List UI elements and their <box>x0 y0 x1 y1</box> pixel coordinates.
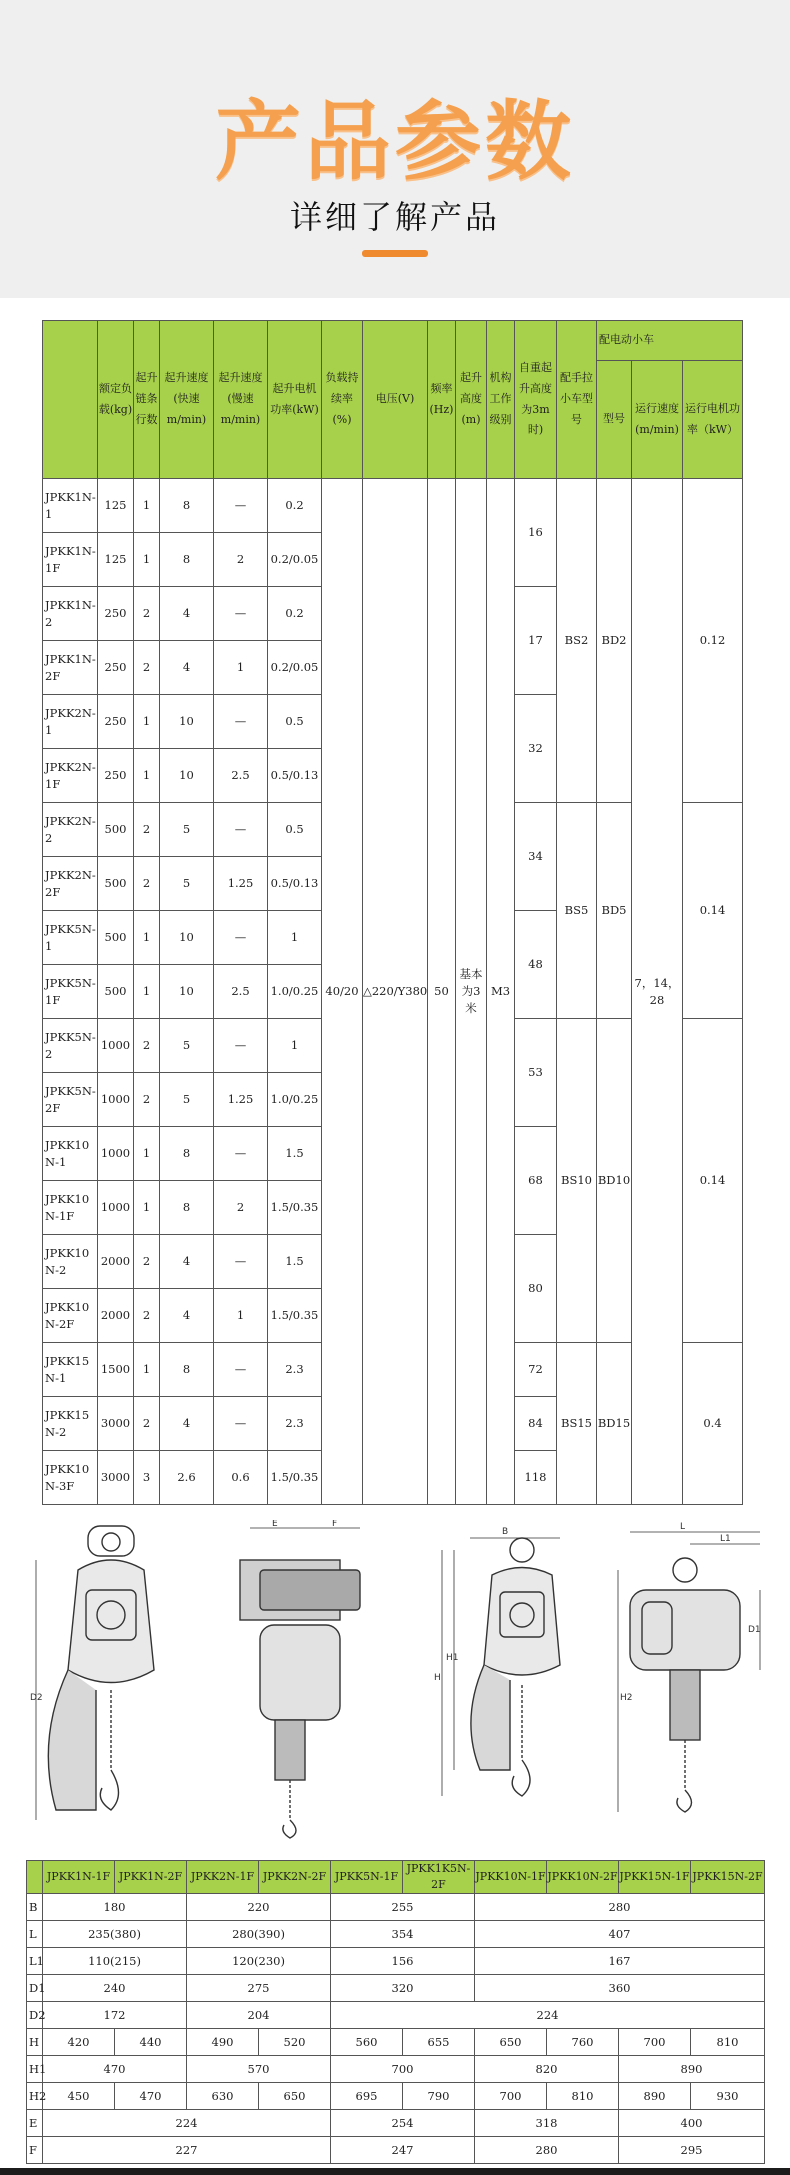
spec-header-freq: 频率(Hz) <box>428 321 456 479</box>
spec-fast-cell: 8 <box>160 479 214 533</box>
drawing-label-l: L <box>680 1522 686 1532</box>
spec-fast-cell: 10 <box>160 965 214 1019</box>
spec-freq-cell: 50 <box>428 479 456 1505</box>
dim-value-cell: 110(215) <box>43 1947 187 1974</box>
spec-power-cell: 1.5/0.35 <box>268 1181 322 1235</box>
dim-model-header: JPKK15N-2F <box>691 1861 765 1894</box>
spec-load-cell: 250 <box>98 749 134 803</box>
dim-value-cell: 255 <box>331 1893 475 1920</box>
spec-header-trolley: 配手拉小车型号 <box>557 321 597 479</box>
spec-chains-cell: 3 <box>134 1451 160 1505</box>
spec-slow-cell: — <box>214 1397 268 1451</box>
spec-header-et-speed: 运行速度(m/min) <box>632 361 683 479</box>
spec-fast-cell: 2.6 <box>160 1451 214 1505</box>
self-weight-cell: 53 <box>515 1019 557 1127</box>
spec-fast-cell: 4 <box>160 1397 214 1451</box>
spec-load-cell: 500 <box>98 857 134 911</box>
dim-value-cell: 930 <box>691 2082 765 2109</box>
spec-power-cell: 1.5/0.35 <box>268 1451 322 1505</box>
dim-row-label: H2 <box>27 2082 43 2109</box>
dim-model-header: JPKK2N-2F <box>259 1861 331 1894</box>
dim-row <box>27 1920 765 1947</box>
model-cell: JPKK10N-2F <box>43 1289 98 1343</box>
dim-model-header: JPKK15N-1F <box>619 1861 691 1894</box>
page-title: 产品参数 <box>215 92 575 192</box>
spec-fast-cell: 5 <box>160 1019 214 1073</box>
drawing-label-d2: D2 <box>30 1693 43 1703</box>
trolley-model-cell: BS2 <box>557 479 597 803</box>
drawing-label-h: H <box>434 1673 441 1683</box>
spec-power-cell: 2.3 <box>268 1397 322 1451</box>
dim-value-cell: 490 <box>187 2028 259 2055</box>
spec-chains-cell: 2 <box>134 1397 160 1451</box>
self-weight-cell: 17 <box>515 587 557 695</box>
spec-fast-cell: 5 <box>160 803 214 857</box>
dim-value-cell: 204 <box>187 2001 331 2028</box>
dim-value-cell: 220 <box>187 1893 331 1920</box>
spec-slow-cell: — <box>214 695 268 749</box>
dim-value-cell: 227 <box>43 2136 331 2163</box>
dim-model-header: JPKK10N-1F <box>475 1861 547 1894</box>
dim-value-cell: 360 <box>475 1974 765 2001</box>
dim-row-label: H1 <box>27 2055 43 2082</box>
model-cell: JPKK10N-3F <box>43 1451 98 1505</box>
dim-row-label: L <box>27 1920 43 1947</box>
self-weight-cell: 32 <box>515 695 557 803</box>
spec-load-cell: 2000 <box>98 1235 134 1289</box>
dim-row-label: L1 <box>27 1947 43 1974</box>
self-weight-cell: 48 <box>515 911 557 1019</box>
drawing-dim-side <box>610 1520 770 1840</box>
dim-value-cell: 407 <box>475 1920 765 1947</box>
spec-load-cell: 1000 <box>98 1073 134 1127</box>
e-trolley-speed-cell: 7，14，28 <box>632 479 683 1505</box>
self-weight-cell: 84 <box>515 1397 557 1451</box>
spec-fast-cell: 4 <box>160 1289 214 1343</box>
spec-chains-cell: 1 <box>134 479 160 533</box>
dim-model-header: JPKK5N-1F <box>331 1861 403 1894</box>
spec-power-cell: 0.5 <box>268 803 322 857</box>
drawing-front-view <box>26 1520 196 1840</box>
spec-fast-cell: 4 <box>160 587 214 641</box>
spec-power-cell: 1.5/0.35 <box>268 1289 322 1343</box>
spec-table-body <box>43 479 743 1505</box>
model-cell: JPKK5N-1F <box>43 965 98 1019</box>
spec-slow-cell: 2.5 <box>214 749 268 803</box>
dim-value-cell: 810 <box>547 2082 619 2109</box>
model-cell: JPKK1N-1 <box>43 479 98 533</box>
dim-value-cell: 700 <box>331 2055 475 2082</box>
model-cell: JPKK1N-2 <box>43 587 98 641</box>
dim-value-cell: 520 <box>259 2028 331 2055</box>
trolley-model-cell: BS5 <box>557 803 597 1019</box>
spec-slow-cell: 1.25 <box>214 857 268 911</box>
dim-row-label: F <box>27 2136 43 2163</box>
spec-chains-cell: 2 <box>134 857 160 911</box>
dim-value-cell: 470 <box>43 2055 187 2082</box>
page-subtitle: 详细了解产品 <box>289 198 500 236</box>
spec-power-cell: 1.5 <box>268 1127 322 1181</box>
drawing-label-e: E <box>272 1520 278 1529</box>
spec-fast-cell: 10 <box>160 911 214 965</box>
dim-header-corner <box>27 1861 43 1894</box>
dim-row-label: H <box>27 2028 43 2055</box>
model-cell: JPKK5N-2F <box>43 1073 98 1127</box>
model-cell: JPKK5N-2 <box>43 1019 98 1073</box>
dim-value-cell: 470 <box>115 2082 187 2109</box>
spec-chains-cell: 2 <box>134 1073 160 1127</box>
dim-row <box>27 2082 765 2109</box>
spec-fast-cell: 4 <box>160 1235 214 1289</box>
spec-fast-cell: 8 <box>160 1343 214 1397</box>
dimension-table-body <box>27 1893 765 2163</box>
spec-slow-cell: 1 <box>214 641 268 695</box>
drawing-label-f: F <box>332 1520 338 1529</box>
dim-value-cell: 570 <box>187 2055 331 2082</box>
drawing-label-d1: D1 <box>748 1625 761 1635</box>
dim-value-cell: 172 <box>43 2001 187 2028</box>
self-weight-cell: 16 <box>515 479 557 587</box>
spec-table <box>42 320 743 1505</box>
spec-header-speed-slow: 起升速度(慢速m/min) <box>214 321 268 479</box>
dim-value-cell: 890 <box>619 2055 765 2082</box>
spec-load-cell: 250 <box>98 641 134 695</box>
model-cell: JPKK10N-2 <box>43 1235 98 1289</box>
spec-header-et-model: 型号 <box>597 361 632 479</box>
self-weight-cell: 118 <box>515 1451 557 1505</box>
dim-value-cell: 790 <box>403 2082 475 2109</box>
trolley-model-cell: BS15 <box>557 1343 597 1505</box>
dim-value-cell: 275 <box>187 1974 331 2001</box>
drawing-label-l1: L1 <box>720 1534 731 1544</box>
drawing-label-h2: H2 <box>620 1693 633 1703</box>
dim-value-cell: 280 <box>475 2136 619 2163</box>
dim-value-cell: 650 <box>475 2028 547 2055</box>
spec-slow-cell: — <box>214 1127 268 1181</box>
dim-row-label: E <box>27 2109 43 2136</box>
dim-row-label: D2 <box>27 2001 43 2028</box>
dim-value-cell: 450 <box>43 2082 115 2109</box>
dim-value-cell: 655 <box>403 2028 475 2055</box>
spec-chains-cell: 1 <box>134 911 160 965</box>
e-trolley-power-cell: 0.14 <box>683 803 743 1019</box>
spec-load-cell: 250 <box>98 695 134 749</box>
model-cell: JPKK5N-1 <box>43 911 98 965</box>
dim-model-header: JPKK1N-1F <box>43 1861 115 1894</box>
dim-value-cell: 695 <box>331 2082 403 2109</box>
trolley-model-cell: BS10 <box>557 1019 597 1343</box>
dim-value-cell: 320 <box>331 1974 475 2001</box>
dim-value-cell: 810 <box>691 2028 765 2055</box>
model-cell: JPKK10N-1 <box>43 1127 98 1181</box>
dim-value-cell: 180 <box>43 1893 187 1920</box>
spec-duty-cell: 40/20 <box>322 479 363 1505</box>
spec-fast-cell: 10 <box>160 749 214 803</box>
self-weight-cell: 68 <box>515 1127 557 1235</box>
dim-value-cell: 167 <box>475 1947 765 1974</box>
dim-value-cell: 235(380) <box>43 1920 187 1947</box>
model-cell: JPKK2N-1F <box>43 749 98 803</box>
spec-slow-cell: — <box>214 803 268 857</box>
spec-load-cell: 1000 <box>98 1127 134 1181</box>
model-cell: JPKK2N-2 <box>43 803 98 857</box>
spec-load-cell: 3000 <box>98 1451 134 1505</box>
spec-power-cell: 0.2/0.05 <box>268 641 322 695</box>
spec-slow-cell: 2.5 <box>214 965 268 1019</box>
e-trolley-model-cell: BD15 <box>597 1343 632 1505</box>
spec-header-chains: 起升链条行数 <box>134 321 160 479</box>
spec-power-cell: 2.3 <box>268 1343 322 1397</box>
spec-load-cell: 125 <box>98 479 134 533</box>
dim-value-cell: 247 <box>331 2136 475 2163</box>
spec-chains-cell: 1 <box>134 1181 160 1235</box>
spec-row <box>43 479 743 533</box>
spec-load-cell: 1500 <box>98 1343 134 1397</box>
model-cell: JPKK1N-1F <box>43 533 98 587</box>
spec-header-voltage: 电压(V) <box>363 321 428 479</box>
spec-chains-cell: 2 <box>134 803 160 857</box>
dim-value-cell: 400 <box>619 2109 765 2136</box>
spec-power-cell: 1 <box>268 1019 322 1073</box>
dim-value-cell: 700 <box>619 2028 691 2055</box>
spec-header-power: 起升电机功率(kW) <box>268 321 322 479</box>
spec-header-e-trolley: 配电动小车 <box>597 321 743 361</box>
spec-power-cell: 0.2 <box>268 479 322 533</box>
spec-load-cell: 125 <box>98 533 134 587</box>
spec-chains-cell: 1 <box>134 1343 160 1397</box>
spec-load-cell: 1000 <box>98 1019 134 1073</box>
spec-header-class: 机构工作级别 <box>487 321 515 479</box>
spec-fast-cell: 4 <box>160 641 214 695</box>
e-trolley-model-cell: BD5 <box>597 803 632 1019</box>
dim-value-cell: 295 <box>619 2136 765 2163</box>
dim-value-cell: 700 <box>475 2082 547 2109</box>
e-trolley-model-cell: BD2 <box>597 479 632 803</box>
spec-slow-cell: — <box>214 1019 268 1073</box>
dim-value-cell: 280(390) <box>187 1920 331 1947</box>
spec-chains-cell: 1 <box>134 1127 160 1181</box>
dim-value-cell: 630 <box>187 2082 259 2109</box>
spec-chains-cell: 2 <box>134 1235 160 1289</box>
spec-power-cell: 0.2/0.05 <box>268 533 322 587</box>
bottom-band <box>0 2168 790 2175</box>
dim-model-header: JPKK1N-2F <box>115 1861 187 1894</box>
dim-value-cell: 254 <box>331 2109 475 2136</box>
dim-value-cell: 224 <box>43 2109 331 2136</box>
e-trolley-power-cell: 0.4 <box>683 1343 743 1505</box>
spec-chains-cell: 1 <box>134 533 160 587</box>
spec-power-cell: 1.0/0.25 <box>268 965 322 1019</box>
dim-value-cell: 760 <box>547 2028 619 2055</box>
model-cell: JPKK15N-1 <box>43 1343 98 1397</box>
spec-load-cell: 500 <box>98 803 134 857</box>
drawing-label-b: B <box>502 1527 509 1537</box>
spec-slow-cell: — <box>214 479 268 533</box>
spec-chains-cell: 2 <box>134 641 160 695</box>
spec-slow-cell: — <box>214 1235 268 1289</box>
spec-load-cell: 3000 <box>98 1397 134 1451</box>
spec-load-cell: 2000 <box>98 1289 134 1343</box>
spec-power-cell: 0.5/0.13 <box>268 749 322 803</box>
spec-slow-cell: 2 <box>214 533 268 587</box>
spec-power-cell: 1.5 <box>268 1235 322 1289</box>
spec-fast-cell: 8 <box>160 1181 214 1235</box>
self-weight-cell: 72 <box>515 1343 557 1397</box>
dim-value-cell: 420 <box>43 2028 115 2055</box>
dim-value-cell: 354 <box>331 1920 475 1947</box>
spec-fast-cell: 8 <box>160 533 214 587</box>
spec-slow-cell: — <box>214 911 268 965</box>
dim-value-cell: 890 <box>619 2082 691 2109</box>
dim-row <box>27 1974 765 2001</box>
dim-model-header: JPKK10N-2F <box>547 1861 619 1894</box>
spec-fast-cell: 10 <box>160 695 214 749</box>
spec-fast-cell: 8 <box>160 1127 214 1181</box>
spec-power-cell: 1 <box>268 911 322 965</box>
spec-chains-cell: 2 <box>134 1289 160 1343</box>
spec-header-model <box>43 321 98 479</box>
spec-load-cell: 250 <box>98 587 134 641</box>
spec-header-self-weight: 自重起升高度为3m时) <box>515 321 557 479</box>
spec-slow-cell: 1 <box>214 1289 268 1343</box>
model-cell: JPKK1N-2F <box>43 641 98 695</box>
spec-slow-cell: 0.6 <box>214 1451 268 1505</box>
dim-row <box>27 1947 765 1974</box>
e-trolley-model-cell: BD10 <box>597 1019 632 1343</box>
dim-value-cell: 280 <box>475 1893 765 1920</box>
dim-model-header: JPKK1K5N-2F <box>403 1861 475 1894</box>
model-cell: JPKK2N-2F <box>43 857 98 911</box>
spec-header-et-power: 运行电机功率（kW） <box>683 361 743 479</box>
dim-value-cell: 820 <box>475 2055 619 2082</box>
e-trolley-power-cell: 0.14 <box>683 1019 743 1343</box>
spec-voltage-cell: △220/Y380 <box>363 479 428 1505</box>
spec-header-load: 额定负载(kg) <box>98 321 134 479</box>
spec-header-speed-fast: 起升速度(快速m/min) <box>160 321 214 479</box>
model-cell: JPKK15N-2 <box>43 1397 98 1451</box>
dim-row <box>27 1893 765 1920</box>
self-weight-cell: 34 <box>515 803 557 911</box>
spec-power-cell: 1.0/0.25 <box>268 1073 322 1127</box>
spec-load-cell: 1000 <box>98 1181 134 1235</box>
dim-value-cell: 224 <box>331 2001 765 2028</box>
dim-value-cell: 318 <box>475 2109 619 2136</box>
self-weight-cell: 80 <box>515 1235 557 1343</box>
dim-value-cell: 156 <box>331 1947 475 1974</box>
spec-fast-cell: 5 <box>160 857 214 911</box>
spec-slow-cell: — <box>214 1343 268 1397</box>
spec-slow-cell: 1.25 <box>214 1073 268 1127</box>
spec-load-cell: 500 <box>98 911 134 965</box>
title-underline <box>362 250 428 257</box>
spec-power-cell: 0.5 <box>268 695 322 749</box>
dim-value-cell: 120(230) <box>187 1947 331 1974</box>
dim-row <box>27 2055 765 2082</box>
spec-slow-cell: — <box>214 587 268 641</box>
spec-chains-cell: 2 <box>134 1019 160 1073</box>
spec-header-duty: 负载持续率(%) <box>322 321 363 479</box>
spec-fast-cell: 5 <box>160 1073 214 1127</box>
dim-row-label: D1 <box>27 1974 43 2001</box>
header-section <box>0 0 790 298</box>
spec-chains-cell: 1 <box>134 749 160 803</box>
dim-row <box>27 2001 765 2028</box>
dim-value-cell: 240 <box>43 1974 187 2001</box>
drawing-side-view <box>220 1520 390 1840</box>
dim-value-cell: 650 <box>259 2082 331 2109</box>
spec-power-cell: 0.5/0.13 <box>268 857 322 911</box>
spec-chains-cell: 2 <box>134 587 160 641</box>
spec-height-cell: 基本为3米 <box>456 479 487 1505</box>
dim-row <box>27 2028 765 2055</box>
model-cell: JPKK2N-1 <box>43 695 98 749</box>
dim-row <box>27 2136 765 2163</box>
spec-header-height: 起升高度(m) <box>456 321 487 479</box>
dim-value-cell: 440 <box>115 2028 187 2055</box>
dim-value-cell: 560 <box>331 2028 403 2055</box>
spec-power-cell: 0.2 <box>268 587 322 641</box>
dim-row <box>27 2109 765 2136</box>
drawing-dim-front <box>430 1520 600 1840</box>
dim-row-label: B <box>27 1893 43 1920</box>
spec-load-cell: 500 <box>98 965 134 1019</box>
dimension-table <box>26 1860 765 2164</box>
drawing-label-h1: H1 <box>446 1653 459 1663</box>
dim-model-header: JPKK2N-1F <box>187 1861 259 1894</box>
model-cell: JPKK10N-1F <box>43 1181 98 1235</box>
spec-class-cell: M3 <box>487 479 515 1505</box>
e-trolley-power-cell: 0.12 <box>683 479 743 803</box>
spec-chains-cell: 1 <box>134 695 160 749</box>
spec-chains-cell: 1 <box>134 965 160 1019</box>
spec-slow-cell: 2 <box>214 1181 268 1235</box>
